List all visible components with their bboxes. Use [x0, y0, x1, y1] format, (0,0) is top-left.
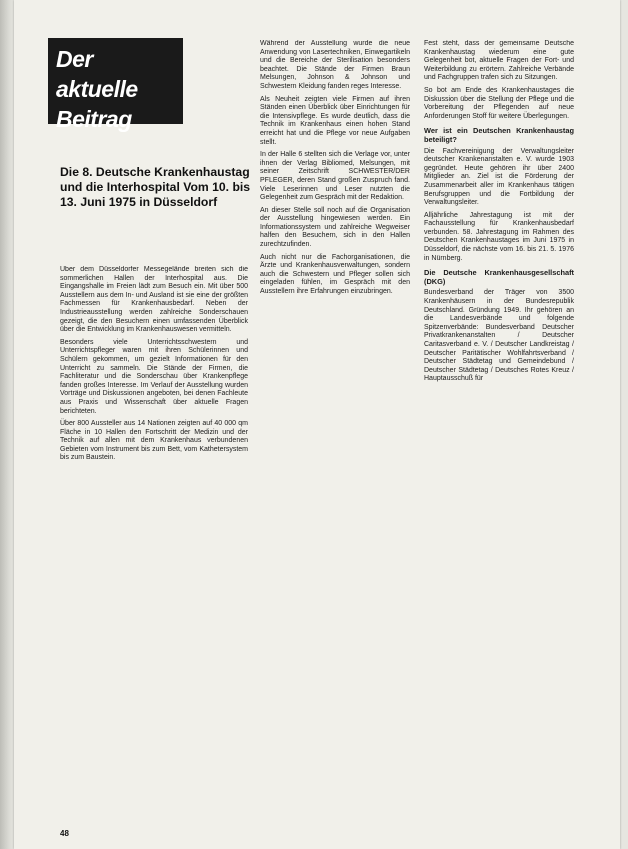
column3-block: Bundesverband der Träger von 3500 Krankenhäusern in der Bundesrepublik Deutschland. Gründung 1949. Ihr gehören an die Landesverbände und folgende Spitzenverbände: Bundesverband Deutscher Privatkrankenanstalten / Deutscher Caritasverband e. V. / Deutscher Landkreistag / Deutscher Paritätischer Wohlfahrtsverband / Deutscher Städtetag und Gemeindebund / Deutscher Städtetag / Deutsches Rotes Kreuz / Hauptausschuß für	[424, 289, 574, 383]
column2-paragraph: In der Halle 6 stellten sich die Verlage vor, unter ihnen der Verlag Bibliomed, Melsungen, mit seiner Zeitschrift SCHWESTER/DER PFLEGER, deren Stand großen Zuspruch fand. Viele Leserinnen und Leser nutzten die Gelegenheit zum Gespräch mit der Redaktion.	[260, 151, 410, 202]
column2-paragraph: Während der Ausstellung wurde die neue Anwendung von Lasertechniken, Einwegartikeln und die Bereiche der Sterilisation besonders beachtet. Die Stände der Firmen Braun Melsungen, Johnson & Johnson und Schwestern Kleidung fanden reges Interesse.	[260, 40, 410, 90]
column1-paragraph: Besonders viele Unterrichtsschwestern und Unterrichtspfleger waren mit ihren Schülerinnen und Schülern gekommen, um gezielt Informationen für den Unterricht zu sammeln. Die Stände der Firmen, die Fachliteratur und die Sonderschau über Krankenpflege fanden großes Interesse. Im Verlauf der Ausstellung wurden Vorträge und Diskussionen angeboten, bei denen Fachleute aus Praxis und Wissenschaft über aktuelle Fragen berichteten.	[60, 338, 248, 415]
column2-paragraph: Auch nicht nur die Fachorganisationen, die Ärzte und Krankenhausverwaltungen, sondern auch die Schwestern und Pfleger sollen sich eingeladen fühlen, im Gespräch mit den Ausstellern ihre Erfahrungen einzubringen.	[260, 253, 410, 296]
column3-subhead: Wer ist ein Deutschen Krankenhaustag beteiligt?	[424, 126, 574, 144]
column3-block: Die Fachvereinigung der Verwaltungsleiter deutscher Krankenanstalten e. V. wurde 1903 gegründet. Heute gehören ihr über 2400 Mitglieder an. Ziel ist die Förderung der Zusammenarbeit aller im Krankenhaus tätigen Berufsgruppen und die Fortbildung der Verwaltungsleiter.	[424, 147, 574, 207]
section-header-line1: Der aktuelle	[56, 46, 138, 102]
column3-paragraph: Fest steht, dass der gemeinsame Deutsche Krankenhaustag wiederum eine gute Gelegenheit bot, aktuelle Fragen der Fort- und Weiterbildung zu erörtern. Zahlreiche Verbände und Fachgruppen trafen sich zu Sitzungen.	[424, 40, 574, 82]
article-column-3	[424, 40, 574, 830]
column2-paragraph: Als Neuheit zeigten viele Firmen auf ihren Ständen einen Überblick über Einrichtungen für die Intensivpflege. Es wurde deutlich, dass die Technik im Krankenhaus einen hohen Stand erreicht hat und die Pflege vor neue Aufgaben stellt.	[260, 95, 410, 146]
column2-paragraph: An dieser Stelle soll noch auf die Organisation der Ausstellung hingewiesen werden. Ein Informationssystem und zahlreiche Wegweiser halfen den Besuchern, sich in den Hallen zurechtzufinden.	[260, 206, 410, 249]
column1-paragraph: Über 800 Aussteller aus 14 Nationen zeigten auf 40 000 qm Fläche in 10 Hallen den Fortschritt der Medizin und der Technik auf allen mit dem Krankenhaus verbundenen Gebieten vom Instrument bis zum Bett, vom Kathetersystem bis zum Baustein.	[60, 420, 248, 462]
column3-block: Alljährliche Jahrestagung ist mit der Fachausstellung für Krankenhausbedarf verbunden. 58. Jahrestagung im Rahmen des Deutschen Krankenhaustages im Juni 1975 in Düsseldorf, die nächste vom 16. bis 21. 5. 1976 in Nürnberg.	[424, 211, 574, 262]
page-gutter	[0, 0, 14, 849]
article-headline: Die 8. Deutsche Krankenhaustag und die Interhospital Vom 10. bis 13. Juni 1975 in Düsseldorf	[60, 165, 251, 209]
column3-subhead: Die Deutsche Krankenhausgesellschaft (DKG)	[424, 268, 574, 286]
section-header-box	[48, 38, 183, 132]
section-header-line2: Beitrag	[56, 106, 132, 132]
column1-paragraph: Über dem Düsseldorfer Messegelände breiten sich die sommerlichen Hallen der Interhospital aus. Die Eingangshalle im Freien lädt zum Besuch ein. Mit über 500 Ausstellern aus dem In- und Ausland ist sie eine der größten Fachmessen für Krankenhausbedarf. Neben der Industrieausstellung werden zahlreiche Sonderschauen gezeigt, die den Besuchern einen umfassenden Überblick über die Entwicklung im Krankenhauswesen vermitteln.	[60, 266, 248, 334]
article-column-2	[260, 40, 410, 830]
article-column-1	[60, 266, 248, 826]
page-number: 48	[60, 829, 69, 838]
column3-paragraph: So bot am Ende des Krankenhaustages die Diskussion über die Stellung der Pflege und die Vorbereitung der Pflegenden auf neue Anforderungen Stoff für weitere Überlegungen.	[424, 86, 574, 120]
